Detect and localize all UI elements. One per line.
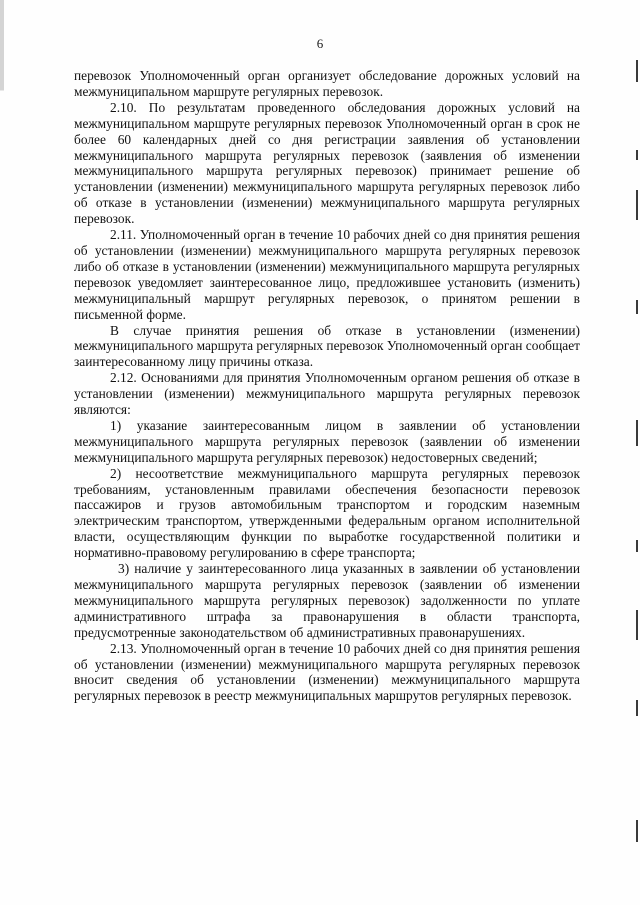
list-item-3: 3) наличие у заинтересованного лица указанных в заявлении об установлении межмуниципального маршрута регулярных перевозок (заявлении об изменении межмуниципального маршрута регулярных перевозок) задолженности по уплате административного штрафа за правонарушения в области транспорта, предусмотренные законодательством об административных правонарушениях. — [74, 561, 580, 640]
paragraph-refusal-notice: В случае принятия решения об отказе в установлении (изменении) межмуниципального маршрута регулярных перевозок Уполномоченный орган сообщает заинтересованному лицу причины отказа. — [74, 322, 581, 370]
list-item-1: 1) указание заинтересованным лицом в заявлении об установлении межмуниципального маршрута регулярных перевозок (заявлении об изменении межмуниципального маршрута регулярных перевозок) недостоверных сведений; — [74, 417, 580, 465]
scan-edge-left — [0, 0, 4, 905]
paragraph-2-11: 2.11. Уполномоченный орган в течение 10 рабочих дней со дня принятия решения об установлении (изменении) межмуниципального маршрута регулярных перевозок либо об отказе в установлении (изменении) межмуниципального маршрута регулярных перевозок уведомляет заинтересованное лицо, предложившее установить (изменить) межмуниципальный маршрут регулярных перевозок, о принятом решении в письменной форме. — [74, 227, 580, 322]
paragraph-2-12: 2.12. Основаниями для принятия Уполномоченным органом решения об отказе в установлении (изменении) межмуниципального маршрута регулярных перевозок являются: — [74, 370, 580, 418]
paragraph-2-13: 2.13. Уполномоченный орган в течение 10 рабочих дней со дня принятия решения об установлении (изменении) межмуниципального маршрута регулярных перевозок вносит сведения об установлении (изменении) межмуниципального маршрута регулярных перевозок в реестр межмуниципальных маршрутов регулярных перевозок. — [74, 640, 580, 704]
document-body — [74, 68, 580, 704]
paragraph-continuation: перевозок Уполномоченный орган организует обследование дорожных условий на межмуниципальном маршруте регулярных перевозок. — [74, 68, 580, 99]
page-number: 6 — [316, 36, 324, 51]
list-item-2: 2) несоответствие межмуниципального маршрута регулярных перевозок требованиям, установленным правилами обеспечения безопасности перевозок пассажиров и грузов автомобильным транспортом и городским наземным электрическим транспортом, утвержденными федеральным органом исполнительной власти, осуществляющим функции по выработке государственной политики и нормативно-правовому регулированию в сфере транспорта; — [74, 465, 580, 561]
scan-edge-right — [632, 0, 640, 905]
paragraph-2-10: 2.10. По результатам проведенного обследования дорожных условий на межмуниципальном маршруте регулярных перевозок Уполномоченный орган в срок не более 60 календарных дней со дня регистрации заявления об установлении межмуниципального маршрута регулярных перевозок (заявления об изменении межмуниципального маршрута регулярных перевозок) принимает решение об установлении (изменении) межмуниципального маршрута регулярных перевозок либо об отказе в установлении (изменении) межмуниципального маршрута регулярных перевозок. — [74, 99, 580, 227]
